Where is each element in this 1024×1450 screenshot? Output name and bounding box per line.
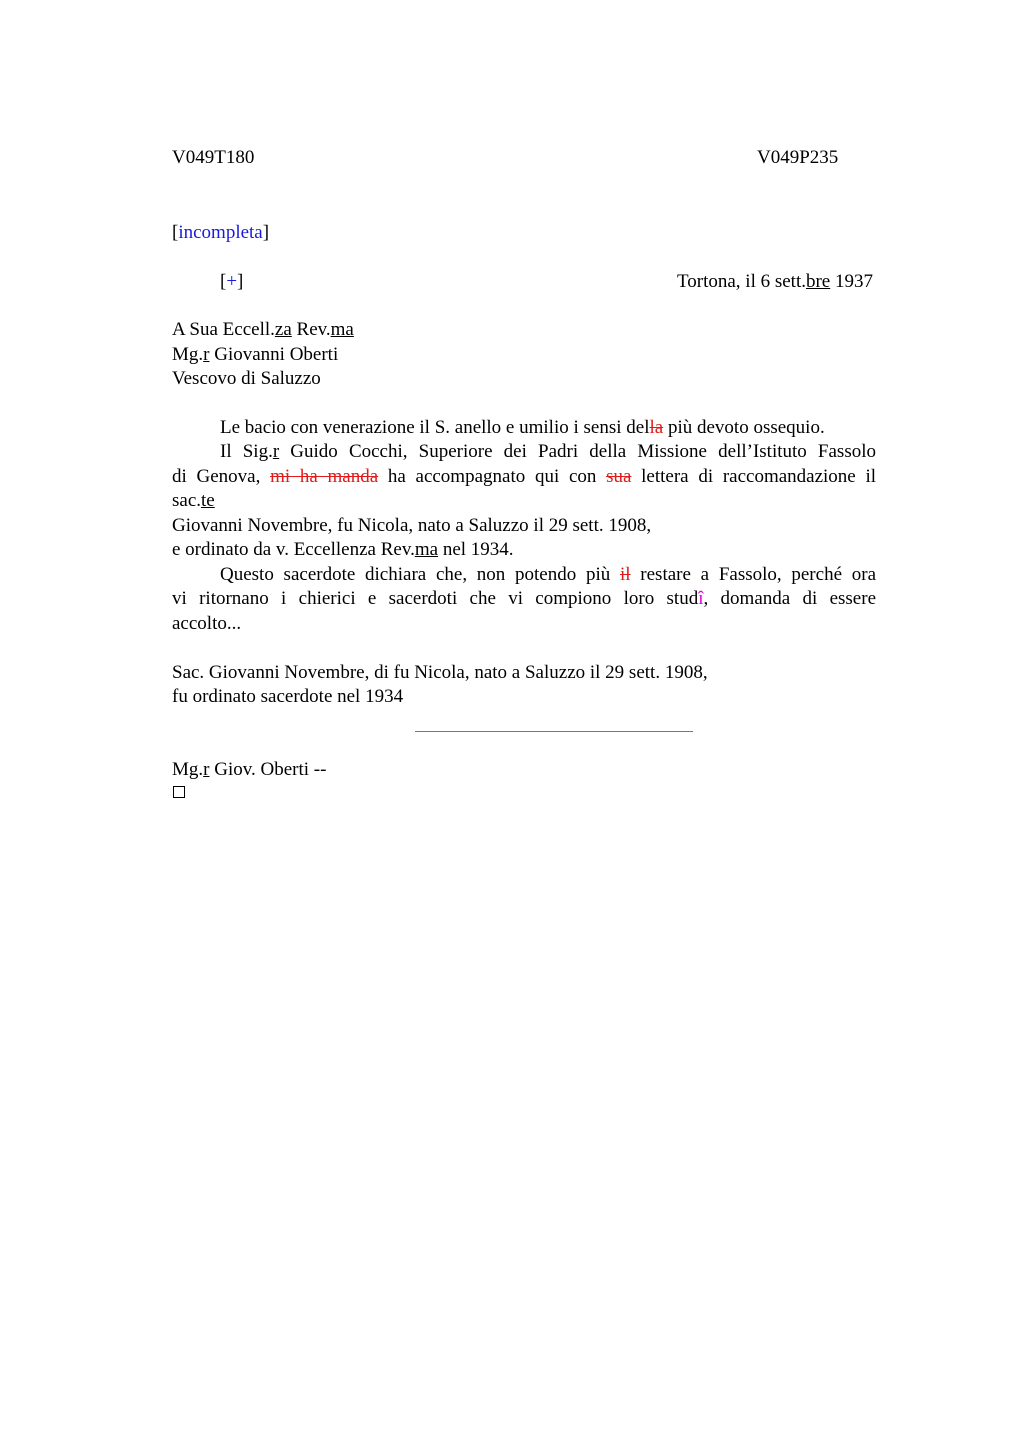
p2-struck-text-2: sua [606,466,632,487]
separator-rule [415,731,693,732]
p4-text-a: e ordinato da v. Eccellenza Rev. [172,539,415,560]
date-year: 1937 [830,271,873,292]
p4-abbrev-ma: ma [414,539,439,560]
addressee-abbrev-ma: ma [330,319,354,340]
document-code-right: V049P235 [757,147,839,168]
addressee-rev: Rev. [291,319,331,340]
footer-name: Giov. Oberti -- [209,759,327,780]
cross-symbol: + [226,271,238,292]
p4-text-b: nel 1934. [438,539,514,560]
note-line-2: fu ordinato sacerdote nel 1934 [172,686,404,707]
checkbox-icon [173,786,185,798]
body-paragraph-1 [220,416,825,440]
body-paragraph-5-line-1 [172,563,876,587]
p2-abbrev-te: te [201,490,215,511]
document-code-left: V049T180 [172,147,255,168]
body-paragraph-2-line-1 [172,440,876,464]
body-line-ordinato [172,538,514,562]
cross-mark [220,270,243,294]
p2-abbrev-r: r [272,441,280,462]
addressee-abbrev-r: r [203,344,210,365]
p2-text-l2b: ha accompagnato qui con [378,466,607,487]
p1-text-b: più devoto ossequio. [663,417,825,438]
body-paragraph-2-line-3 [172,489,215,513]
body-line-novembre: Giovanni Novembre, fu Nicola, nato a Saluzzo il 29 sett. 1908, [172,515,652,536]
body-paragraph-2-line-2 [172,465,876,489]
body-paragraph-5-line-2 [172,587,876,611]
p1-text-a: Le bacio con venerazione il S. anello e umilio i sensi del [220,417,650,438]
addressee-title: A Sua Eccell. [172,319,275,340]
p5-text-a: Questo sacerdote dichiara che, non potendo più [220,564,620,585]
p2-text-l2a: di Genova, [172,466,271,487]
p2-text-sig: Il Sig. [220,441,273,462]
letter-date [677,270,873,294]
status-label: incompleta [178,222,263,243]
date-superscript: bre [805,271,831,292]
status-close-bracket: ] [262,222,270,243]
status-open-bracket: [ [172,222,179,243]
body-paragraph-5-line-3: accolto... [172,613,242,634]
addressee-line-3: Vescovo di Saluzzo [172,368,321,389]
cross-close-bracket: ] [237,271,244,292]
p5-text-l2a: vi ritornano i chierici e sacerdoti che vi compiono loro stud [172,588,699,609]
p1-struck-text: la [649,417,664,438]
p5-accent-char: î [698,588,704,609]
footer-signature [172,758,326,782]
addressee-line-2 [172,343,338,367]
status-line [172,221,269,245]
addressee-name: Giovanni Oberti [209,344,339,365]
p5-struck-text: il [620,564,631,585]
addressee-abbrev-za: za [274,319,292,340]
p2-struck-text-1: mi ha manda [270,466,379,487]
addressee-mg: Mg. [172,344,204,365]
p5-text-b: restare a Fassolo, perché ora [630,564,876,585]
p2-text-sac: sac. [172,490,202,511]
p2-text-l1: Guido Cocchi, Superiore dei Padri della Missione dell’Istituto Fassolo [279,441,876,462]
note-line-1: Sac. Giovanni Novembre, di fu Nicola, nato a Saluzzo il 29 sett. 1908, [172,662,708,683]
cross-open-bracket: [ [220,271,227,292]
p5-text-l2b: , domanda di essere [703,588,877,609]
footer-abbrev-r: r [203,759,210,780]
addressee-line-1 [172,318,354,342]
p2-text-l2c: lettera di raccomandazione il [631,466,877,487]
date-prefix: Tortona, il 6 sett. [676,271,806,292]
footer-mg: Mg. [172,759,204,780]
